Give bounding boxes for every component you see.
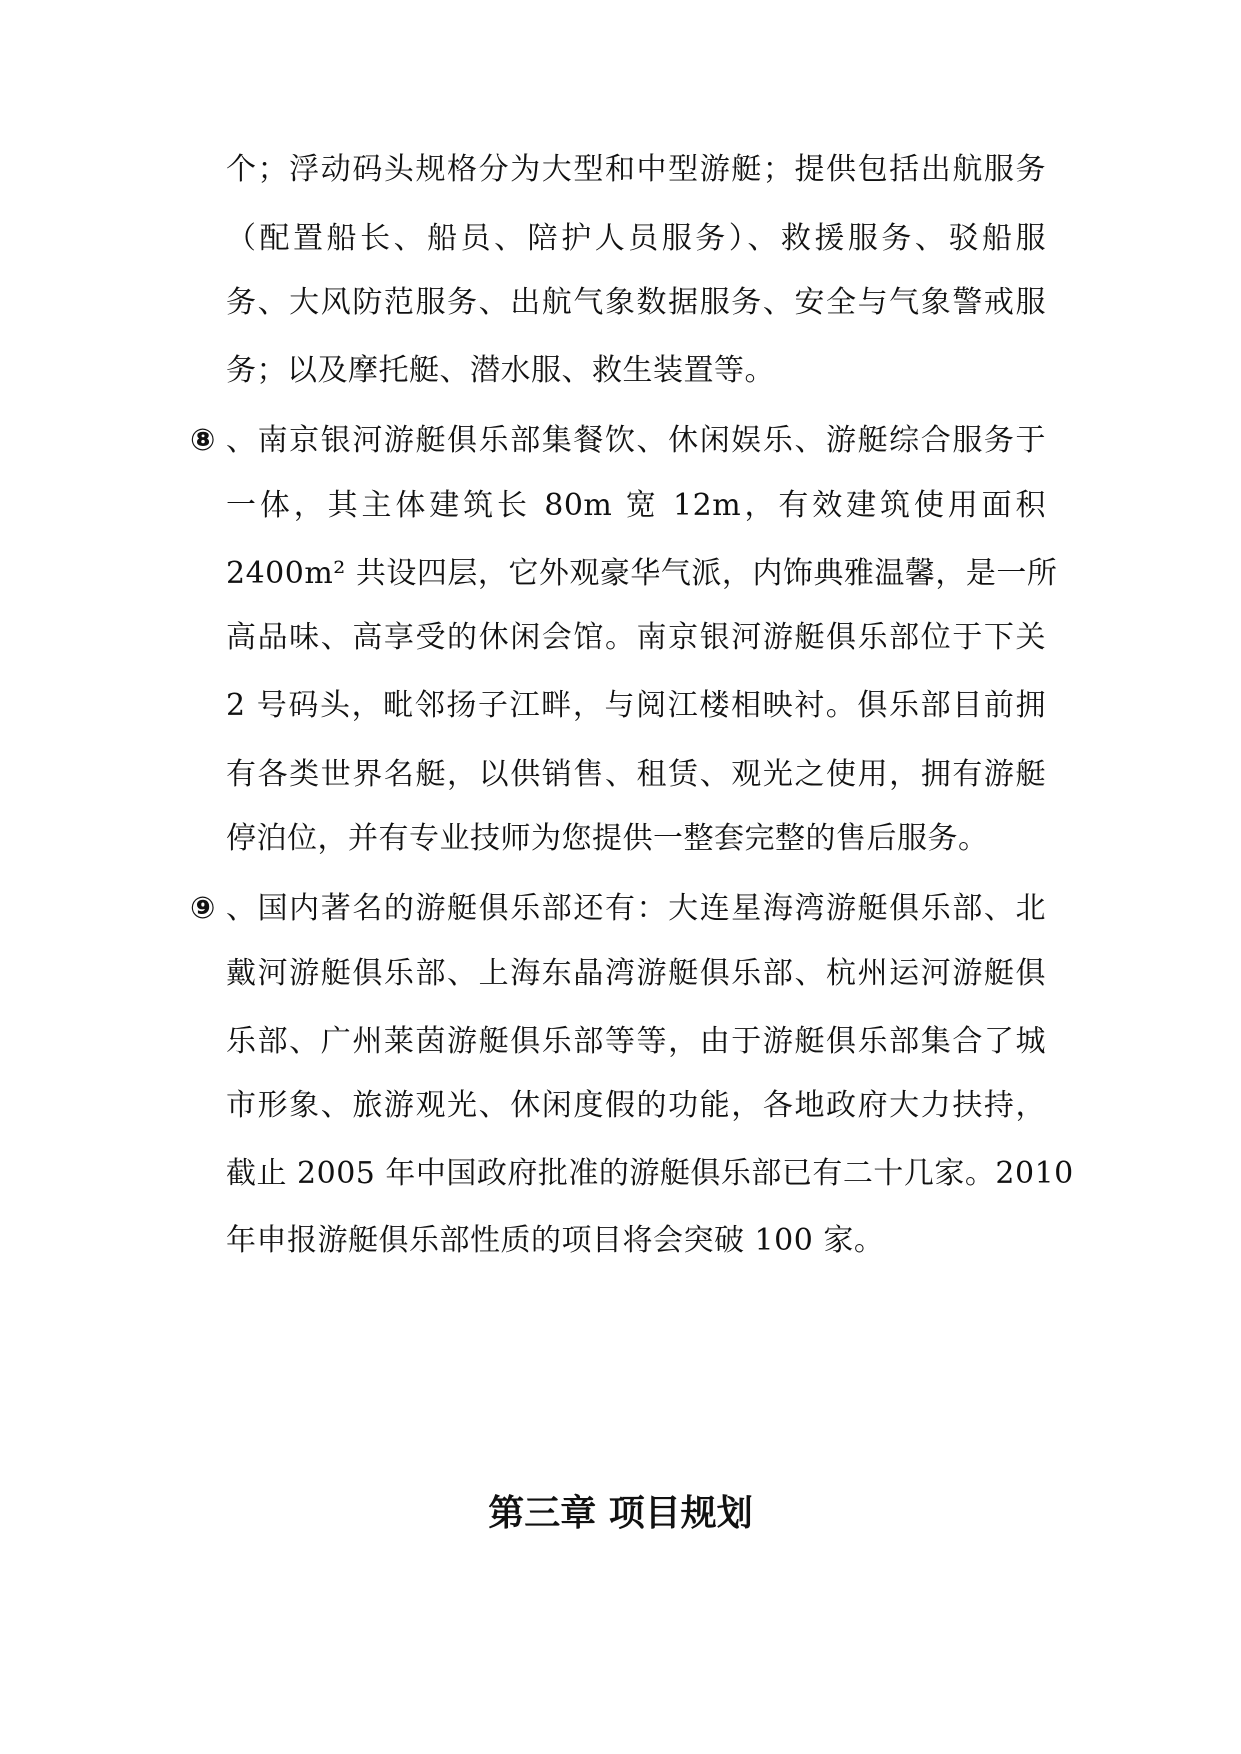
list-item-line: 戴河游艇俱乐部、上海东晶湾游艇俱乐部、杭州运河游艇俱 <box>226 956 1046 991</box>
list-item-line: 年申报游艇俱乐部性质的项目将会突破 100 家。 <box>226 1223 885 1258</box>
list-item-marker: ⑨ <box>190 891 216 926</box>
paragraph-line: 务；以及摩托艇、潜水服、救生装置等。 <box>226 353 775 388</box>
list-item-line: 市形象、旅游观光、休闲度假的功能，各地政府大力扶持， <box>226 1088 1046 1123</box>
paragraph-line: （配置船长、船员、陪护人员服务）、救援服务、驳船服 <box>226 221 1046 256</box>
paragraph-line: 个；浮动码头规格分为大型和中型游艇；提供包括出航服务 <box>226 152 1046 187</box>
list-item-line: 截止 2005 年中国政府批准的游艇俱乐部已有二十几家。2010 <box>226 1156 1074 1191</box>
list-item-line: 高品味、高享受的休闲会馆。南京银河游艇俱乐部位于下关 <box>226 620 1046 655</box>
list-item-line: 2 号码头，毗邻扬子江畔，与阅江楼相映衬。俱乐部目前拥 <box>226 688 1046 723</box>
list-item-line: 有各类世界名艇，以供销售、租赁、观光之使用，拥有游艇 <box>226 757 1046 792</box>
list-item-line: 、国内著名的游艇俱乐部还有：大连星海湾游艇俱乐部、北 <box>226 891 1046 926</box>
list-item-marker: ⑧ <box>190 423 216 458</box>
list-item-line: 2400m² 共设四层，它外观豪华气派，内饰典雅温馨，是一所 <box>226 556 1058 591</box>
list-item-line: 停泊位，并有专业技师为您提供一整套完整的售后服务。 <box>226 821 989 856</box>
list-item-line: 、南京银河游艇俱乐部集餐饮、休闲娱乐、游艇综合服务于 <box>226 423 1046 458</box>
chapter-heading: 第三章 项目规划 <box>488 1493 753 1534</box>
paragraph-line: 务、大风防范服务、出航气象数据服务、安全与气象警戒服 <box>226 285 1046 320</box>
list-item-line: 乐部、广州莱茵游艇俱乐部等等，由于游艇俱乐部集合了城 <box>226 1024 1046 1059</box>
list-item-line: 一体，其主体建筑长 80m 宽 12m，有效建筑使用面积 <box>226 488 1046 523</box>
